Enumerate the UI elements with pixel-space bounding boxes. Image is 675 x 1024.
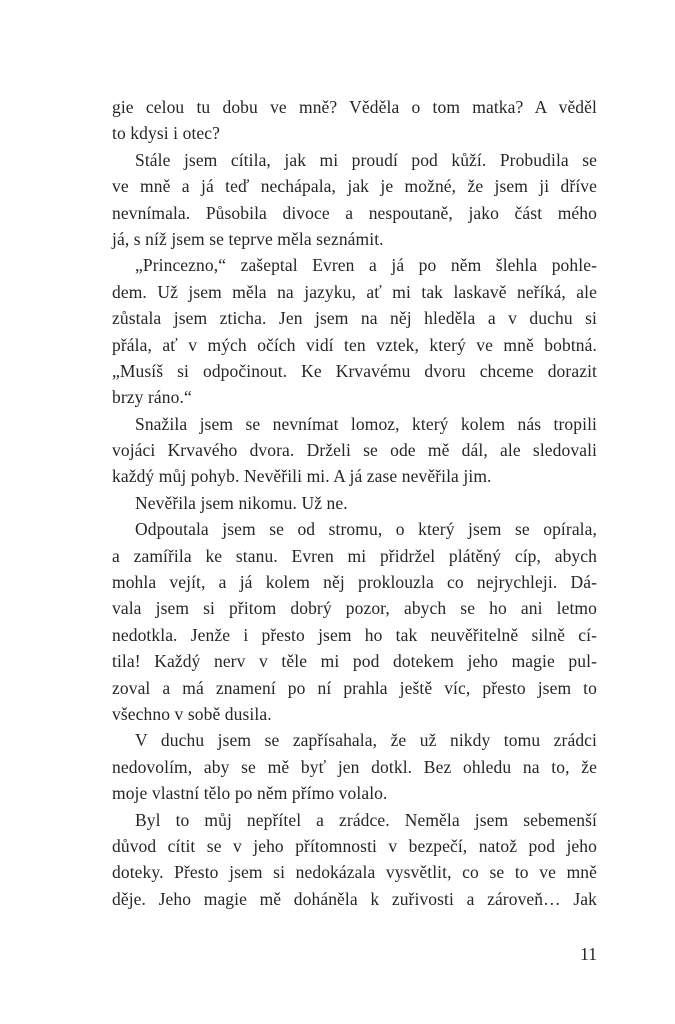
- text-line: zoval a má znamení po ní prahla ještě víc, přesto jsem to: [112, 677, 597, 698]
- text-line: „Musíš si odpočinout. Ke Krvavému dvoru chceme dorazit: [112, 360, 597, 381]
- text-line: brzy ráno.“: [112, 387, 192, 408]
- text-line: tila! Každý nerv v těle mi pod dotekem jeho magie pul-: [112, 651, 597, 672]
- text-line: Stále jsem cítila, jak mi proudí pod kůží. Probudila se: [135, 149, 597, 170]
- text-line: nedovolím, aby se mě byť jen dotkl. Bez ohledu na to, že: [112, 756, 597, 777]
- text-line: děje. Jeho magie mě doháněla k zuřivosti a zároveň… Jak: [112, 888, 597, 909]
- text-line: „Princezno,“ zašeptal Evren a já po něm šlehla pohle-: [135, 255, 597, 276]
- text-line: důvod cítit se v jeho přítomnosti v bezpečí, natož pod jeho: [112, 835, 597, 856]
- text-line: doteky. Přesto jsem si nedokázala vysvětlit, co se to ve mně: [112, 862, 597, 883]
- text-line: každý můj pohyb. Nevěřili mi. A já zase nevěřila jim.: [112, 466, 492, 487]
- text-line: já, s níž jsem se teprve měla seznámit.: [112, 228, 384, 249]
- text-line: a zamířila ke stanu. Evren mi přidržel plátěný cíp, abych: [112, 545, 597, 566]
- text-line: mohla vejít, a já kolem něj proklouzla co nejrychleji. Dá-: [112, 572, 597, 593]
- text-line: moje vlastní tělo po něm přímo volalo.: [112, 783, 388, 804]
- text-line: dem. Už jsem měla na jazyku, ať mi tak laskavě neříká, ale: [112, 281, 597, 302]
- text-line: Nevěřila jsem nikomu. Už ne.: [135, 492, 348, 513]
- text-line: všechno v sobě dusila.: [112, 703, 272, 724]
- text-line: Odpoutala jsem se od stromu, o který jsem se opírala,: [135, 519, 597, 540]
- page-number: 11: [580, 944, 597, 964]
- text-line: nevnímala. Působila divoce a nespoutaně, jako část mého: [112, 202, 597, 223]
- text-line: gie celou tu dobu ve mně? Věděla o tom matka? A věděl: [112, 97, 597, 117]
- text-line: vala jsem si přitom dobrý pozor, abych se ho ani letmo: [112, 598, 597, 619]
- text-line: vojáci Krvavého dvora. Drželi se ode mě dál, ale sledovali: [112, 440, 597, 461]
- text-line: přála, ať v mých očích vidí ten vztek, který ve mně bobtná.: [112, 334, 597, 355]
- text-line: zůstala jsem zticha. Jen jsem na něj hleděla a v duchu si: [112, 308, 597, 329]
- text-line: V duchu jsem se zapřísahala, že už nikdy tomu zrádci: [135, 730, 597, 751]
- text-line: to kdysi i otec?: [112, 123, 221, 144]
- text-line: ve mně a já teď nechápala, jak je možné, že jsem ji dříve: [112, 176, 597, 197]
- text-block: [112, 94, 597, 912]
- text-line: nedotkla. Jenže i přesto jsem ho tak neuvěřitelně silně cí-: [112, 624, 597, 645]
- text-line: Byl to můj nepřítel a zrádce. Neměla jsem sebemenší: [135, 809, 597, 830]
- text-line: Snažila jsem se nevnímat lomoz, který kolem nás tropili: [135, 413, 597, 434]
